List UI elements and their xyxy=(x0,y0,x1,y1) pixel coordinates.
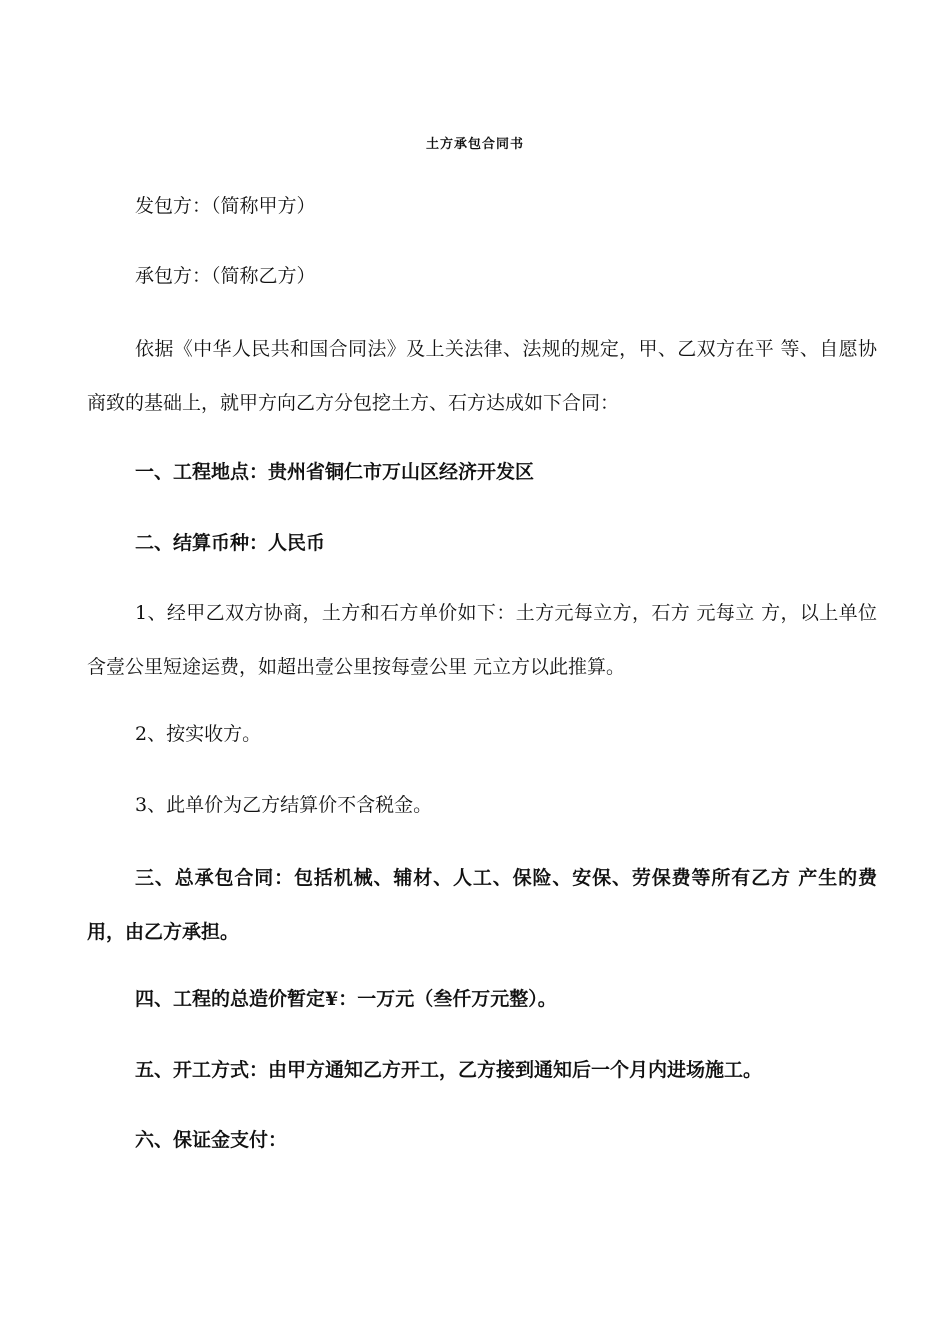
paragraph-start-method: 五、开工方式：由甲方通知乙方开工，乙方接到通知后一个月内进场施工。 xyxy=(135,1059,763,1081)
paragraph-total-price: 四、工程的总造价暂定¥：一万元（叁仟万元整）。 xyxy=(135,988,557,1010)
paragraph-general-contract: 三、总承包合同：包括机械、辅材、人工、保险、安保、劳保费等所有乙方 产生的费用，由乙方承担。 xyxy=(87,867,877,943)
document-title: 土方承包合同书 xyxy=(425,137,524,152)
paragraph-currency: 二、结算币种：人民币 xyxy=(135,532,326,554)
paragraph-site: 一、工程地点：贵州省铜仁市万山区经济开发区 xyxy=(135,461,535,483)
paragraph-deposit: 六、保证金支付： xyxy=(135,1129,288,1151)
paragraph-item-1: 1、经甲乙双方协商，土方和石方单价如下：土方元每立方，石方 元每立 方，以上单位含壹公里短途运费，如超出壹公里按每壹公里 元立方以此推算。 xyxy=(87,602,877,678)
paragraph-item-2: 2、按实收方。 xyxy=(135,723,262,745)
paragraph-contractor: 承包方：（简称乙方） xyxy=(135,265,316,287)
paragraph-employer: 发包方：（简称甲方） xyxy=(135,195,316,217)
paragraph-basis: 依据《中华人民共和国合同法》及上关法律、法规的规定，甲、乙双方在平 等、自愿协商致的基础上，就甲方向乙方分包挖土方、石方达成如下合同： xyxy=(87,338,877,414)
paragraph-item-3: 3、此单价为乙方结算价不含税金。 xyxy=(135,794,433,816)
